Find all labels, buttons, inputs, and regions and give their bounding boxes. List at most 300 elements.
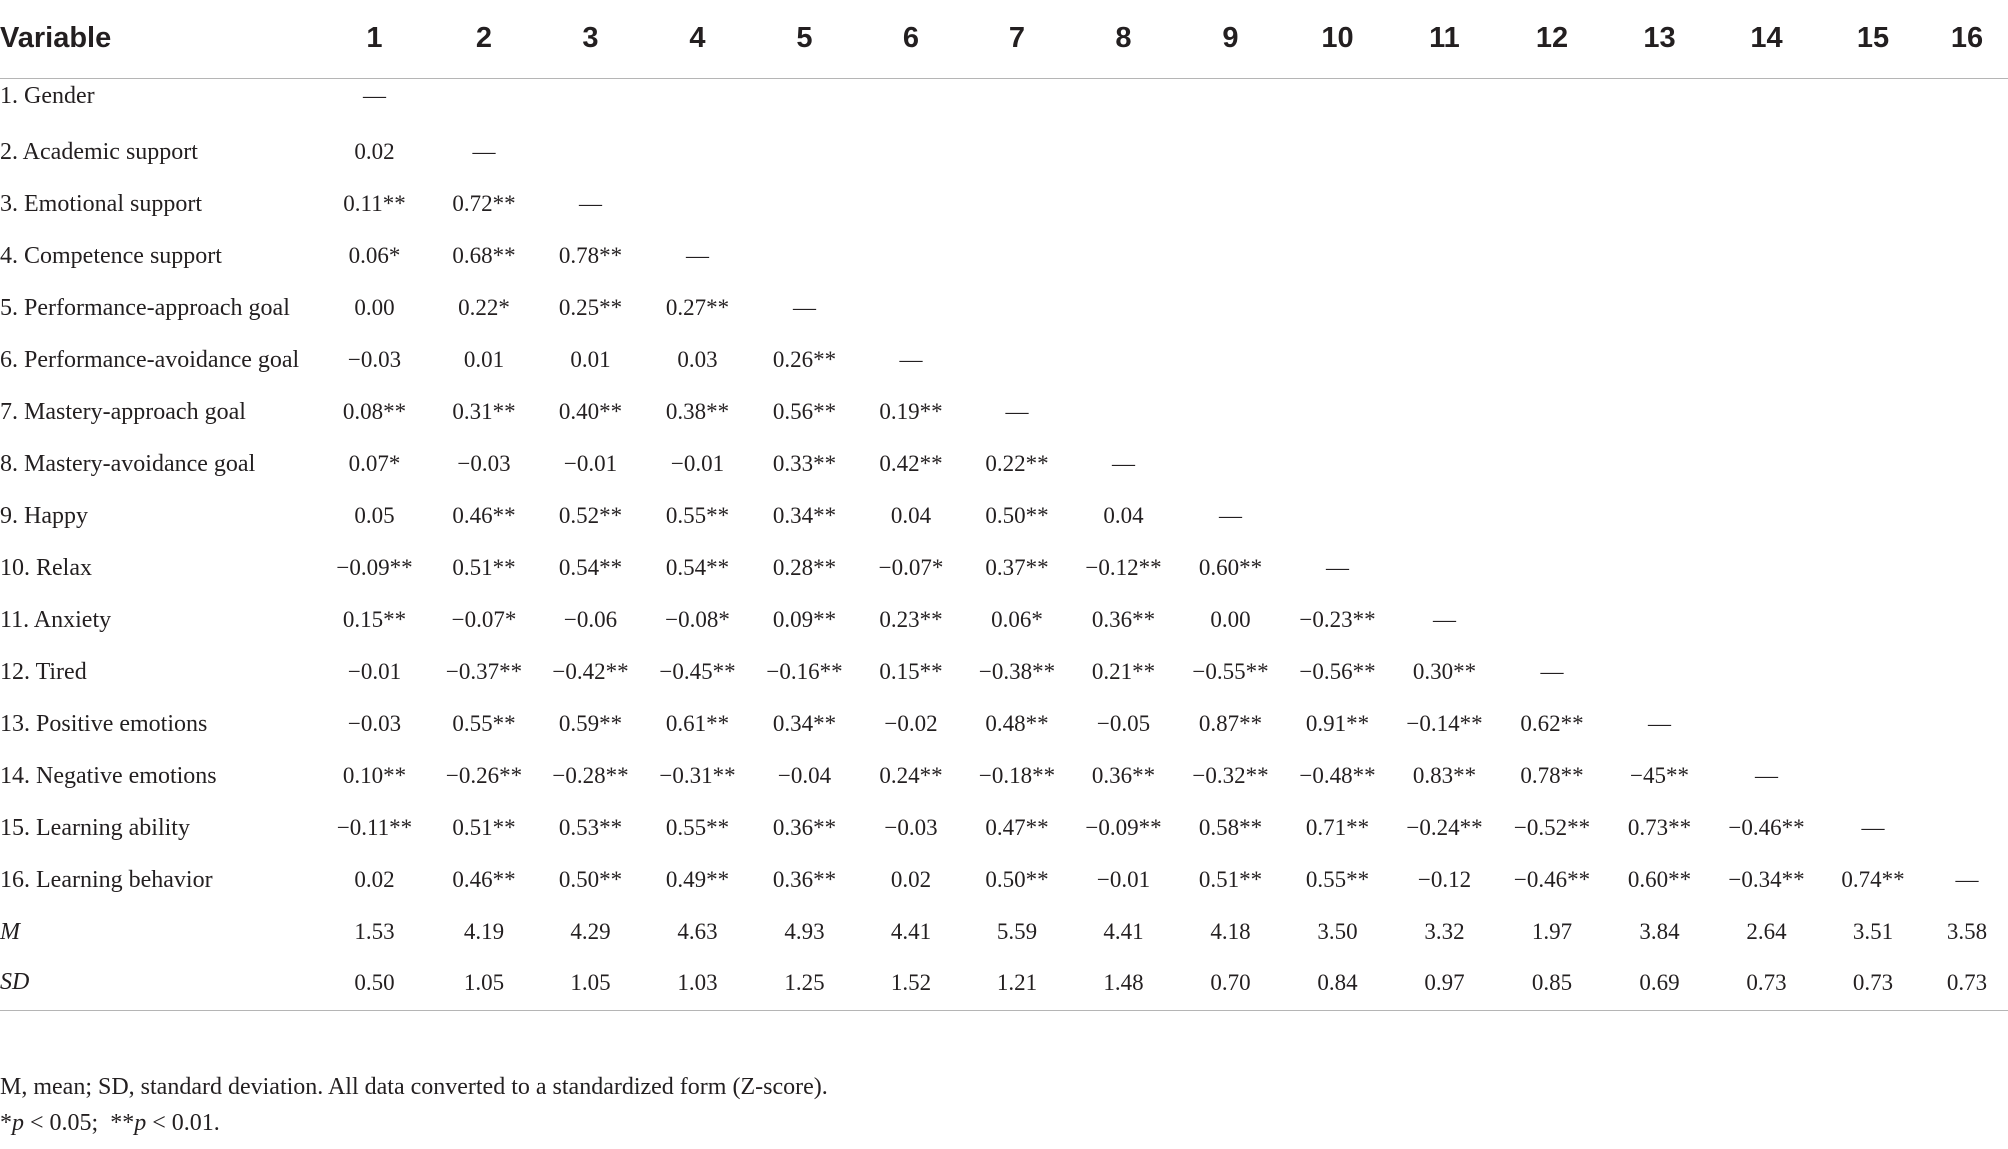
table-cell: −0.09** [1085, 815, 1162, 840]
table-cell [1177, 126, 1284, 178]
table-cell: −0.45** [659, 659, 736, 684]
table-cell: — [899, 347, 923, 372]
table-cell: 3.84 [1639, 919, 1680, 944]
table-cell [1070, 126, 1177, 178]
table-cell: 0.36** [1091, 607, 1156, 632]
table-cell [1070, 282, 1177, 334]
table-cell: 0.78** [558, 243, 623, 268]
table-row [0, 438, 2008, 490]
table-cell: −0.03 [457, 451, 511, 476]
table-cell [1606, 490, 1713, 542]
table-cell [1926, 386, 2008, 438]
table-cell: 3.51 [1852, 919, 1894, 944]
table-cell [1284, 386, 1391, 438]
sig-threshold-1: < 0.05; [24, 1110, 111, 1136]
table-cell: 0.85 [1498, 958, 1606, 1010]
table-cell: — [1326, 555, 1349, 580]
table-cell [1284, 334, 1391, 386]
column-header-13: 13 [1606, 0, 1713, 78]
table-cell: 0.27** [665, 295, 730, 320]
table-cell [858, 78, 964, 126]
stat-row [0, 958, 2008, 1010]
column-header-variable: Variable [0, 0, 318, 78]
row-label: 15. Learning ability [0, 814, 190, 841]
table-cell: −0.46** [1513, 867, 1591, 892]
table-cell: 0.46** [452, 503, 516, 528]
table-cell: −0.48** [1299, 763, 1376, 788]
table-cell: −0.18** [978, 763, 1056, 788]
table-cell [644, 126, 751, 178]
table-cell [1820, 78, 1926, 126]
sig-stars-2: ** [110, 1110, 135, 1136]
table-cell: 0.24** [879, 763, 943, 788]
table-cell: 0.71** [1305, 815, 1370, 840]
table-cell [964, 282, 1070, 334]
sig-stars-1: * [0, 1110, 12, 1136]
table-cell: 0.33** [772, 451, 837, 476]
table-cell: 0.61** [665, 711, 730, 736]
table-cell [1391, 386, 1498, 438]
table-cell: −0.31** [659, 763, 736, 788]
table-cell [1177, 230, 1284, 282]
table-cell: −0.12 [1417, 867, 1472, 892]
table-cell: 0.01 [463, 347, 505, 372]
table-cell [1391, 78, 1498, 126]
table-cell: — [1861, 815, 1885, 840]
table-cell: 0.06* [348, 243, 401, 268]
column-header-2: 2 [431, 0, 537, 78]
row-label: 14. Negative emotions [0, 762, 217, 789]
table-row [0, 126, 2008, 178]
table-cell: 0.50 [318, 958, 431, 1010]
table-cell [1498, 438, 1606, 490]
table-cell: 0.02 [354, 139, 395, 164]
column-header-9: 9 [1177, 0, 1284, 78]
table-cell: 0.55** [452, 711, 516, 736]
table-cell: 1.03 [644, 958, 751, 1010]
table-cell: −0.01 [563, 451, 618, 476]
table-cell: −0.06 [563, 607, 618, 632]
table-cell [1713, 178, 1820, 230]
table-row [0, 698, 2008, 750]
table-cell: 0.08** [342, 399, 407, 424]
table-cell [1713, 386, 1820, 438]
table-cell: 0.73 [1713, 958, 1820, 1010]
table-row [0, 386, 2008, 438]
table-cell: −0.38** [978, 659, 1056, 684]
table-cell [1498, 178, 1606, 230]
table-row [0, 78, 2008, 126]
table-cell [431, 78, 537, 126]
table-row [0, 646, 2008, 698]
table-cell: — [1648, 711, 1671, 736]
table-cell: 0.22** [985, 451, 1049, 476]
table-footnote-significance [0, 1106, 220, 1140]
table-cell [1820, 334, 1926, 386]
table-cell: 0.34** [772, 711, 837, 736]
table-cell [1926, 542, 2008, 594]
table-cell [1926, 490, 2008, 542]
table-cell: 0.09** [772, 607, 837, 632]
table-cell: 0.68** [452, 243, 516, 268]
table-cell: −0.37** [445, 659, 523, 684]
table-cell: 3.50 [1317, 919, 1358, 944]
table-cell [1713, 230, 1820, 282]
table-cell [1391, 438, 1498, 490]
table-cell: 0.23** [879, 607, 943, 632]
table-row [0, 750, 2008, 802]
table-cell [1177, 386, 1284, 438]
table-cell: 1.97 [1531, 919, 1573, 944]
table-cell: 2.64 [1746, 919, 1787, 944]
table-cell [1606, 282, 1713, 334]
table-cell [1713, 438, 1820, 490]
table-cell [1177, 334, 1284, 386]
table-cell [1284, 78, 1391, 126]
table-cell [1926, 282, 2008, 334]
table-cell [1498, 282, 1606, 334]
table-cell: −0.26** [445, 763, 523, 788]
table-cell: 5.59 [996, 919, 1038, 944]
table-cell: 0.02 [354, 867, 395, 892]
table-row [0, 334, 2008, 386]
table-cell: −0.24** [1406, 815, 1483, 840]
table-cell: — [1005, 399, 1029, 424]
table-cell: 1.25 [751, 958, 858, 1010]
table-cell [1820, 438, 1926, 490]
table-cell: 4.29 [570, 919, 611, 944]
table-cell [1820, 178, 1926, 230]
table-body [0, 78, 2008, 1010]
table-cell: 1.52 [858, 958, 964, 1010]
table-cell: — [686, 243, 709, 268]
table-cell: −0.32** [1192, 763, 1269, 788]
table-cell [1606, 78, 1713, 126]
table-cell: −0.03 [347, 711, 402, 736]
table-cell [1391, 334, 1498, 386]
table-cell: −0.09** [336, 555, 413, 580]
table-cell [1820, 282, 1926, 334]
table-cell: −0.42** [552, 659, 629, 684]
row-label: 12. Tired [0, 658, 87, 685]
column-header-16: 16 [1926, 0, 2008, 78]
table-cell: −0.01 [670, 451, 725, 476]
table-cell: 0.50** [985, 503, 1049, 528]
table-cell [1391, 490, 1498, 542]
table-cell [1391, 542, 1498, 594]
table-cell: −0.03 [884, 815, 938, 840]
row-label: 6. Performance-avoidance goal [0, 346, 300, 373]
table-cell: −0.05 [1096, 711, 1151, 736]
column-header-14: 14 [1713, 0, 1820, 78]
table-cell: −0.56** [1299, 659, 1376, 684]
table-cell: 0.83** [1412, 763, 1477, 788]
table-cell: 0.03 [677, 347, 718, 372]
table-cell [1606, 126, 1713, 178]
table-cell: 0.73** [1627, 815, 1692, 840]
table-cell: 0.48** [985, 711, 1049, 736]
table-cell: 0.38** [665, 399, 730, 424]
table-cell [858, 178, 964, 230]
table-cell [1498, 334, 1606, 386]
table-cell: −0.23** [1299, 607, 1376, 632]
table-cell [1606, 386, 1713, 438]
table-cell: 3.58 [1946, 919, 1988, 944]
table-cell: 4.41 [890, 919, 932, 944]
table-cell [1926, 334, 2008, 386]
table-cell: 0.69 [1606, 958, 1713, 1010]
table-cell: −0.28** [552, 763, 629, 788]
table-cell: 0.54** [665, 555, 730, 580]
table-cell [1713, 698, 1820, 750]
row-label: 1. Gender [0, 82, 95, 109]
row-label: 16. Learning behavior [0, 866, 213, 893]
column-header-3: 3 [537, 0, 644, 78]
table-cell [1820, 698, 1926, 750]
table-cell: 4.41 [1103, 919, 1144, 944]
table-cell: 0.97 [1391, 958, 1498, 1010]
table-cell: 0.00 [1210, 607, 1251, 632]
row-label: 10. Relax [0, 554, 92, 581]
row-label: 11. Anxiety [0, 606, 112, 633]
table-cell: −0.12** [1085, 555, 1162, 580]
table-cell: −0.34** [1728, 867, 1805, 892]
column-header-12: 12 [1498, 0, 1606, 78]
table-cell [644, 178, 751, 230]
row-label: 8. Mastery-avoidance goal [0, 450, 256, 477]
table-cell [964, 126, 1070, 178]
table-cell: 0.55** [665, 503, 730, 528]
table-cell: 0.36** [772, 815, 837, 840]
table-cell [1498, 386, 1606, 438]
table-cell: 1.21 [964, 958, 1070, 1010]
table-cell: 0.74** [1841, 867, 1905, 892]
table-cell: 0.58** [1198, 815, 1263, 840]
table-cell [1284, 438, 1391, 490]
table-cell [1606, 542, 1713, 594]
table-cell [1606, 178, 1713, 230]
table-cell [1070, 386, 1177, 438]
table-cell [1713, 78, 1820, 126]
table-cell: — [1112, 451, 1135, 476]
table-cell: 0.21** [1091, 659, 1156, 684]
table-cell [751, 126, 858, 178]
table-cell: 1.05 [537, 958, 644, 1010]
table-row [0, 594, 2008, 646]
table-cell: −0.07* [451, 607, 517, 632]
table-cell [1606, 646, 1713, 698]
table-cell [1498, 78, 1606, 126]
table-cell: 0.50** [558, 867, 623, 892]
table-cell: — [579, 191, 602, 216]
table-cell: 0.87** [1198, 711, 1263, 736]
row-label: 4. Competence support [0, 242, 222, 269]
table-cell: −0.16** [766, 659, 843, 684]
table-cell: 0.00 [354, 295, 395, 320]
row-label: M [0, 918, 20, 945]
table-cell [537, 126, 644, 178]
table-cell: — [793, 295, 816, 320]
table-cell: 0.73 [1820, 958, 1926, 1010]
table-row [0, 490, 2008, 542]
table-row [0, 542, 2008, 594]
table-cell [1713, 594, 1820, 646]
table-cell: 0.01 [570, 347, 611, 372]
table-cell: 0.62** [1520, 711, 1584, 736]
table-cell: 0.19** [879, 399, 943, 424]
table-cell: 0.56** [772, 399, 837, 424]
table-cell [1070, 178, 1177, 230]
row-label: 2. Academic support [0, 138, 198, 165]
table-cell: −0.46** [1728, 815, 1805, 840]
header-row [0, 0, 2008, 78]
table-cell: 0.51** [452, 815, 516, 840]
table-cell: 0.25** [558, 295, 623, 320]
row-label: 3. Emotional support [0, 190, 202, 217]
table-cell [1926, 438, 2008, 490]
table-cell: −0.08* [665, 607, 730, 632]
table-cell: 0.15** [879, 659, 943, 684]
table-cell [1926, 594, 2008, 646]
p-symbol-1: p [12, 1110, 24, 1136]
table-cell: 0.46** [452, 867, 516, 892]
table-cell [1820, 490, 1926, 542]
table-cell [964, 334, 1070, 386]
table-cell: 0.49** [665, 867, 730, 892]
table-cell [1820, 646, 1926, 698]
table-cell [1820, 386, 1926, 438]
table-cell: 0.05 [354, 503, 395, 528]
table-cell [1820, 126, 1926, 178]
column-header-1: 1 [318, 0, 431, 78]
column-header-10: 10 [1284, 0, 1391, 78]
table-cell [1713, 542, 1820, 594]
table-cell [1606, 334, 1713, 386]
table-cell [644, 78, 751, 126]
row-label: 9. Happy [0, 502, 88, 529]
table-cell: 1.48 [1070, 958, 1177, 1010]
table-cell: −0.01 [1096, 867, 1151, 892]
sig-threshold-2: < 0.01. [146, 1110, 220, 1136]
table-cell [1498, 126, 1606, 178]
column-header-15: 15 [1820, 0, 1926, 78]
table-cell [1070, 334, 1177, 386]
row-label: 7. Mastery-approach goal [0, 398, 246, 425]
table-cell: 0.31** [452, 399, 516, 424]
table-row [0, 282, 2008, 334]
table-cell: 0.30** [1412, 659, 1477, 684]
table-cell [1284, 282, 1391, 334]
table-cell: −0.01 [347, 659, 402, 684]
table-cell [1926, 178, 2008, 230]
column-header-8: 8 [1070, 0, 1177, 78]
table-cell: 0.15** [342, 607, 407, 632]
table-cell [1284, 126, 1391, 178]
table-cell [964, 178, 1070, 230]
table-cell [1070, 230, 1177, 282]
table-cell: — [1433, 607, 1456, 632]
table-cell [1391, 282, 1498, 334]
table-row [0, 854, 2008, 906]
table-cell [1820, 594, 1926, 646]
table-cell: 0.59** [558, 711, 623, 736]
table-cell [751, 78, 858, 126]
table-cell: 0.52** [558, 503, 623, 528]
table-cell: 0.04 [1103, 503, 1144, 528]
table-footnote-abbreviations: M, mean; SD, standard deviation. All data converted to a standardized form (Z-score). [0, 1074, 828, 1100]
table-cell: 3.32 [1424, 919, 1465, 944]
table-cell: 0.60** [1198, 555, 1263, 580]
table-cell: 0.04 [890, 503, 932, 528]
table-cell: 0.55** [665, 815, 730, 840]
column-header-6: 6 [858, 0, 964, 78]
table-cell [1926, 230, 2008, 282]
table-cell: −45** [1630, 763, 1689, 788]
table-cell [964, 78, 1070, 126]
table-cell [1713, 646, 1820, 698]
table-cell: 0.11** [343, 191, 406, 216]
table-header [0, 0, 2008, 78]
table-cell: 4.93 [784, 919, 825, 944]
table-cell: −0.02 [884, 711, 938, 736]
table-cell [1498, 542, 1606, 594]
table-cell: — [1219, 503, 1242, 528]
table-cell: 0.84 [1284, 958, 1391, 1010]
table-cell [1177, 78, 1284, 126]
table-cell: 0.73 [1926, 958, 2008, 1010]
table-cell: 0.36** [1091, 763, 1156, 788]
column-header-11: 11 [1391, 0, 1498, 78]
table-cell: 0.53** [558, 815, 623, 840]
table-cell [1177, 178, 1284, 230]
table-cell [751, 178, 858, 230]
table-cell [1177, 282, 1284, 334]
table-cell: 0.91** [1305, 711, 1370, 736]
table-cell [858, 282, 964, 334]
table-cell: −0.07* [878, 555, 944, 580]
table-cell: 0.47** [985, 815, 1049, 840]
table-cell [1177, 438, 1284, 490]
table-cell: 0.07* [348, 451, 401, 476]
table-cell [858, 126, 964, 178]
table-cell [1498, 490, 1606, 542]
table-cell [1070, 78, 1177, 126]
table-cell: 0.70 [1177, 958, 1284, 1010]
table-cell [1606, 438, 1713, 490]
table-cell: 0.72** [452, 191, 516, 216]
table-cell: — [1755, 763, 1778, 788]
table-cell [1926, 78, 2008, 126]
table-cell [1820, 230, 1926, 282]
table-cell [1713, 282, 1820, 334]
table-cell [1284, 178, 1391, 230]
table-cell: 0.78** [1520, 763, 1584, 788]
table-cell: 4.63 [677, 919, 718, 944]
stat-row [0, 906, 2008, 958]
table-cell: 0.55** [1305, 867, 1370, 892]
table-cell: 0.36** [772, 867, 837, 892]
table-cell: −0.55** [1192, 659, 1269, 684]
table-cell [964, 230, 1070, 282]
table-cell: 0.54** [558, 555, 623, 580]
table-cell [1926, 126, 2008, 178]
table-cell [537, 78, 644, 126]
table-row [0, 802, 2008, 854]
table-cell [1284, 490, 1391, 542]
table-cell [1713, 334, 1820, 386]
table-cell: −0.11** [336, 815, 413, 840]
table-cell [1498, 594, 1606, 646]
